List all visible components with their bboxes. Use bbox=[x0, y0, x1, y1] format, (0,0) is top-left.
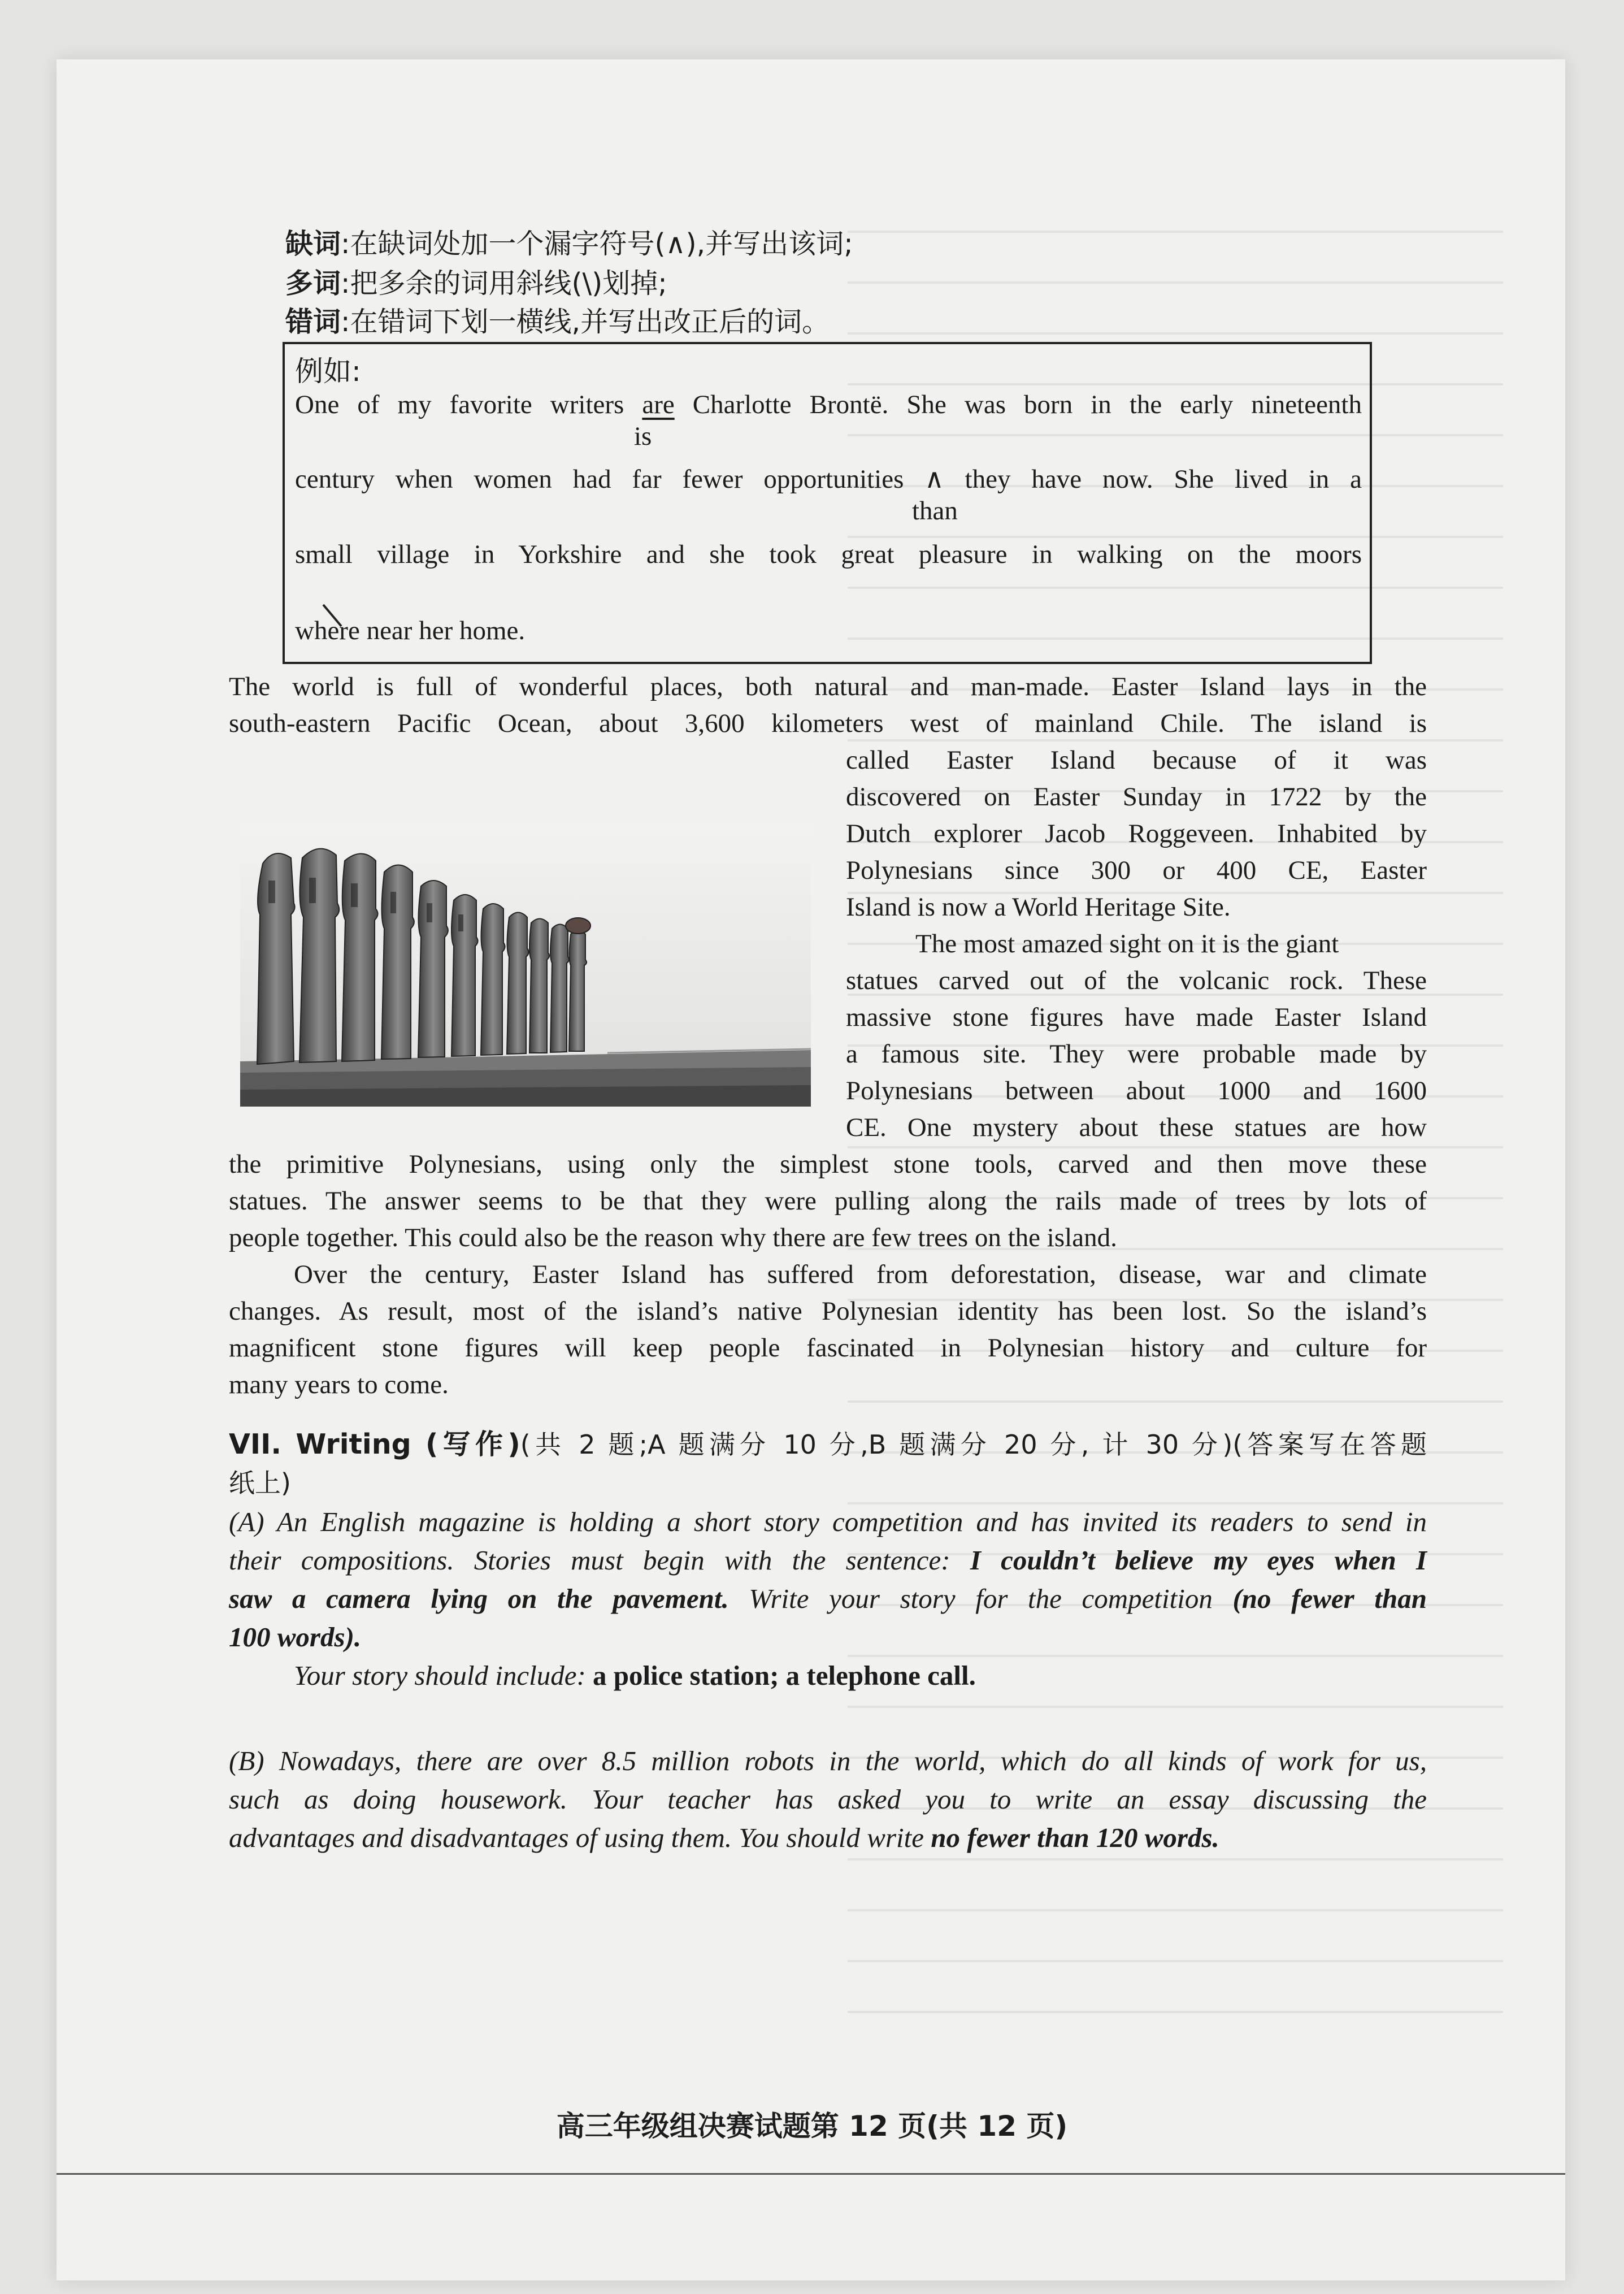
example-line-3: small village in Yorkshire and she took great pleasure in walking on the moors bbox=[295, 540, 1362, 569]
example-line-2: century when women had far fewer opportunities ∧ they have now. She lived in a bbox=[295, 465, 1362, 494]
easter-island-statues-photo bbox=[240, 824, 811, 1107]
task-a-line: 100 words). bbox=[229, 1621, 362, 1653]
passage-line: the primitive Polynesians, using only the simplest stone tools, carved and then move these bbox=[229, 1150, 1427, 1179]
correction-than: than bbox=[912, 496, 958, 526]
passage-line: Over the century, Easter Island has suffered from deforestation, disease, war and climate bbox=[294, 1260, 1427, 1289]
passage-line: south-eastern Pacific Ocean, about 3,600 kilometers west of mainland Chile. The island is bbox=[229, 709, 1427, 738]
strike-slash bbox=[319, 601, 347, 630]
example-label: 例如: bbox=[295, 355, 361, 388]
example-line-1: One of my favorite writers are Charlotte Brontë. She was born in the early nineteenth bbox=[295, 390, 1362, 419]
page-footer: 高三年级组决赛试题第 12 页(共 12 页) bbox=[556, 2110, 1068, 2143]
passage-line: magnificent stone figures will keep people fascinated in Polynesian history and culture for bbox=[229, 1333, 1427, 1363]
task-a-line: their compositions. Stories must begin with the sentence: I couldn’t believe my eyes when I bbox=[229, 1545, 1427, 1576]
passage-line: Polynesians since 300 or 400 CE, Easter bbox=[846, 856, 1427, 885]
task-b-line: such as doing housework. Your teacher has asked you to write an essay discussing the bbox=[229, 1784, 1427, 1815]
task-a-line: (A) An English magazine is holding a short story competition and has invited its readers to send in bbox=[229, 1506, 1427, 1537]
passage-line: Polynesians between about 1000 and 1600 bbox=[846, 1076, 1427, 1105]
instruction-wrong-word: 错词:在错词下划一横线,并写出改正后的词。 bbox=[285, 306, 830, 338]
footer-rule bbox=[57, 2173, 1565, 2175]
passage-line: called Easter Island because of it was bbox=[846, 745, 1427, 775]
writing-heading-cont: 纸上) bbox=[229, 1468, 291, 1498]
marked-wrong-word: are bbox=[642, 390, 675, 419]
passage-line: Island is now a World Heritage Site. bbox=[846, 892, 1231, 922]
task-b-line: advantages and disadvantages of using them. You should write no fewer than 120 words. bbox=[229, 1822, 1219, 1853]
passage-line: massive stone figures have made Easter Island bbox=[846, 1003, 1427, 1032]
writing-heading: VII. Writing (写作)(共 2 题;A 题满分 10 分,B 题满分 20 分, 计 30 分)(答案写在答题 bbox=[229, 1428, 1427, 1460]
correction-is: is bbox=[634, 422, 652, 451]
passage-line: many years to come. bbox=[229, 1370, 449, 1399]
passage-line: Dutch explorer Jacob Roggeveen. Inhabited by bbox=[846, 819, 1427, 848]
passage-line: a famous site. They were probable made by bbox=[846, 1039, 1427, 1069]
task-b-line: (B) Nowadays, there are over 8.5 million robots in the world, which do all kinds of work for us, bbox=[229, 1745, 1427, 1776]
passage-line: people together. This could also be the reason why there are few trees on the island. bbox=[229, 1223, 1117, 1252]
passage-line: changes. As result, most of the island’s native Polynesian identity has been lost. So the island’s bbox=[229, 1296, 1427, 1326]
task-a-requirement: Your story should include: a police station; a telephone call. bbox=[294, 1660, 976, 1691]
passage-line: The most amazed sight on it is the giant bbox=[915, 929, 1339, 959]
task-a-line: saw a camera lying on the pavement. Write your story for the competition (no fewer than bbox=[229, 1583, 1427, 1614]
passage-line: The world is full of wonderful places, both natural and man-made. Easter Island lays in the bbox=[229, 672, 1427, 701]
passage-line: discovered on Easter Sunday in 1722 by the bbox=[846, 782, 1427, 812]
example-box bbox=[283, 342, 1372, 664]
instruction-missing-word: 缺词:在缺词处加一个漏字符号(∧),并写出该词; bbox=[285, 228, 853, 260]
example-line-4: where near her home. bbox=[295, 616, 526, 645]
passage-line: statues. The answer seems to be that they were pulling along the rails made of trees by lots of bbox=[229, 1186, 1427, 1216]
passage-line: CE. One mystery about these statues are how bbox=[846, 1113, 1427, 1142]
passage-line: statues carved out of the volcanic rock. These bbox=[846, 966, 1427, 995]
instruction-extra-word: 多词:把多余的词用斜线(\)划掉; bbox=[285, 267, 667, 300]
